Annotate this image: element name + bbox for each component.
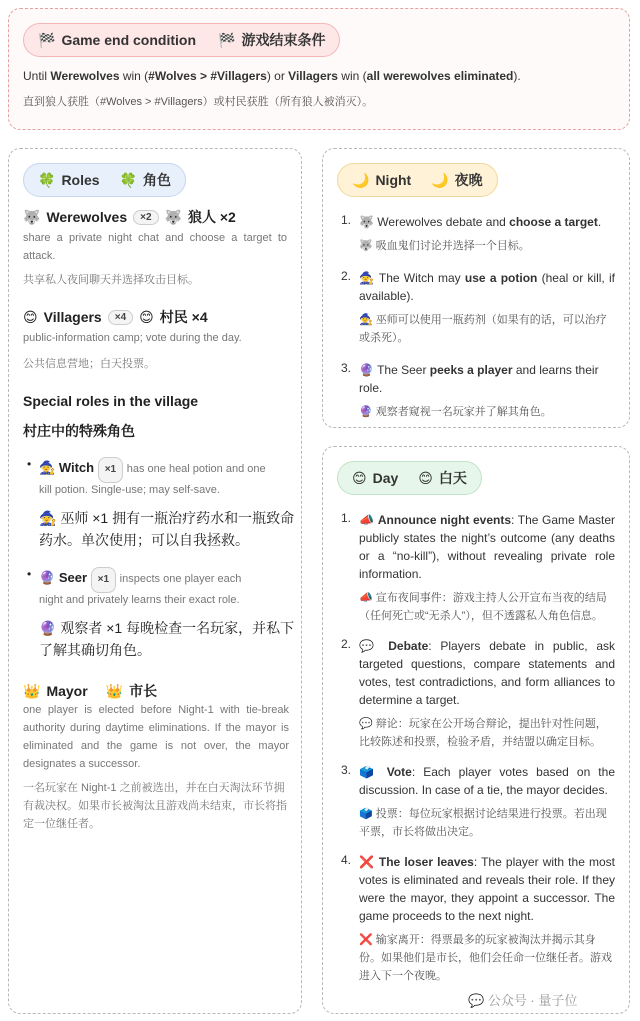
roles-card [8, 148, 302, 1014]
crystal-ball-icon: 🔮 [359, 406, 373, 418]
mayor-desc-zh: 一名玩家在 Night-1 之前被选出，并在白天淘汰环节拥有裁决权。如果市长被淘汰且游戏尚未结束，市长将指定一位继任者。 [23, 782, 287, 830]
moon-icon: 🌙 [352, 171, 370, 188]
night-title-zh: 夜晚 [454, 172, 483, 188]
villagers-heading: 😊 Villagers ×4 😊 村民 ×4 [23, 308, 208, 325]
smile-icon: 😊 [418, 469, 433, 486]
witch-icon: 🧙 [359, 271, 375, 285]
witch-icon: 🧙 [39, 510, 57, 526]
witch-desc-zh: 🧙 巫师 ×1 拥有一瓶治疗药水和一瓶致命 药水。单次使用；可以自我拯救。 [39, 510, 295, 548]
game-end-text: Until Werewolves win (#Wolves > #Villagers) or Villagers win (all werewolves eliminated). [23, 69, 521, 83]
speech-bubble-icon: 💬 [359, 718, 373, 730]
megaphone-icon: 📣 [359, 592, 373, 604]
werewolves-desc-zh: 共享私人夜间聊天并选择攻击目标。 [23, 274, 199, 286]
game-end-title-zh: 游戏结束条件 [241, 32, 326, 48]
wolf-icon: 🐺 [164, 208, 182, 225]
special-roles-title-zh: 村庄中的特殊角色 [23, 423, 135, 439]
ballot-box-icon: 🗳️ [359, 765, 379, 779]
wolf-icon: 🐺 [23, 208, 41, 225]
mayor-heading: 👑 Mayor 👑 市长 [23, 682, 158, 699]
crystal-ball-icon: 🔮 [359, 363, 374, 377]
night-card [322, 148, 630, 428]
speech-bubble-icon: 💬 [359, 639, 380, 653]
seer-desc: night and privately learns their exact role. [39, 594, 240, 606]
count-badge: ×1 [98, 457, 123, 483]
clover-icon: 🍀 [38, 171, 56, 188]
day-step: 3. 🗳️ Vote: Each player votes based on the discussion. In case of a tie, the mayor decides. 🗳️ 投票：每位玩家根据讨论结果进行投票。若出现平票，市长将做出决定。 [341, 763, 615, 838]
werewolves-desc: share a private night chat and choose a target to attack. [23, 232, 287, 262]
day-card [322, 446, 630, 1014]
werewolves-heading: 🐺 Werewolves ×2 🐺 狼人 ×2 [23, 208, 236, 225]
night-step: 1. 🐺 Werewolves debate and choose a target. 🐺 吸血鬼们讨论并选择一个目标。 [341, 213, 602, 252]
night-title: Night [375, 172, 412, 188]
seer-desc-zh: 🔮 观察者 ×1 每晚检查一名玩家，并私下 了解其确切角色。 [39, 620, 295, 658]
day-steps [341, 511, 615, 985]
count-badge: ×2 [133, 210, 158, 225]
day-step: 1. 📣 Announce night events: The Game Master publicly states the night’s outcome (any deaths or a “no-kill”), without revealing private role information. 📣 宣布夜间事件：游戏主持人公开宣布当夜的结局（任何死亡或“无杀人”），但不透露私人角色信息。 [341, 511, 615, 622]
crystal-ball-icon: 🔮 [39, 620, 57, 636]
game-end-pill [23, 23, 340, 57]
witch-icon: 🧙 [359, 314, 373, 326]
crown-icon: 👑 [105, 682, 124, 699]
crown-icon: 👑 [23, 682, 41, 699]
night-pill [337, 163, 498, 197]
bullet-dot: • [27, 457, 32, 471]
count-badge: ×4 [108, 310, 133, 325]
day-title-zh: 白天 [438, 470, 467, 486]
day-pill [337, 461, 482, 495]
night-step: 2. 🧙 The Witch may use a potion (heal or kill, if available). 🧙 巫师可以使用一瓶药剂（如果有的话，可以治疗或杀死）。 [341, 269, 615, 344]
witch-desc: kill potion. Single-use; may self-save. [39, 484, 220, 496]
smile-icon: 😊 [352, 469, 367, 486]
smile-icon: 😊 [139, 308, 154, 325]
clover-icon: 🍀 [119, 171, 137, 188]
mayor-desc: one player is elected before Night-1 with tie-break authority during daytime eliminations. If the mayor is eliminated and the game is not over, the mayor designates a successor. [23, 704, 289, 770]
witch-icon: 🧙 [39, 460, 56, 475]
game-end-title: Game end condition [61, 32, 197, 48]
day-title: Day [372, 470, 399, 486]
game-end-text-zh: 直到狼人获胜（#Wolves > #Villagers）或村民获胜（所有狼人被消灭）。 [23, 96, 374, 108]
bullet-dot: • [27, 567, 32, 581]
day-step: 2. 💬 Debate: Players debate in public, ask targeted questions, compare statements and votes, test contradictions, and form alliances to determine a target. 💬 辩论：玩家在公开场合辩论，提出针对性问题，比较陈述和投票，检验矛盾，并结盟以确定目标。 [341, 637, 616, 748]
night-step: 3. 🔮 The Seer peeks a player and learns their role. 🔮 观察者窥视一名玩家并了解其角色。 [341, 361, 599, 418]
wechat-icon: 💬 [468, 993, 485, 1008]
villagers-desc-zh: 公共信息营地；白天投票。 [23, 358, 155, 370]
roles-title: Roles [61, 172, 100, 188]
special-roles-title: Special roles in the village [23, 393, 199, 409]
count-badge: ×1 [91, 567, 116, 593]
cross-mark-icon: ❌ [359, 855, 375, 869]
smile-icon: 😊 [23, 308, 38, 325]
witch-item: 🧙 Witch ×1 has one heal potion and one [39, 457, 289, 483]
cross-mark-icon: ❌ [359, 934, 373, 946]
checkered-flag-icon: 🏁 [218, 31, 236, 48]
game-end-card [8, 8, 630, 130]
villagers-desc: public-information camp; vote during the day. [23, 332, 242, 344]
roles-title-zh: 角色 [143, 172, 171, 188]
ballot-box-icon: 🗳️ [359, 808, 373, 820]
seer-item: 🔮 Seer ×1 inspects one player each [39, 567, 289, 593]
moon-icon: 🌙 [431, 171, 449, 188]
night-steps [341, 213, 615, 421]
wolf-icon: 🐺 [359, 215, 374, 229]
wolf-icon: 🐺 [359, 240, 373, 252]
day-step: 4. ❌ The loser leaves: The player with the most votes is eliminated and reveals their role. If they were the mayor, they appoint a successor. The game proceeds to the next night. ❌ 输家离开：得票最多的玩家被淘汰并揭示其身份。如果他们是市长，他们会任命一位继任者。游戏进入下一个夜晚。 [341, 853, 615, 982]
checkered-flag-icon: 🏁 [38, 31, 56, 48]
crystal-ball-icon: 🔮 [39, 570, 56, 585]
megaphone-icon: 📣 [359, 513, 375, 527]
watermark: 💬 公众号 · 量子位 [468, 993, 578, 1008]
roles-pill [23, 163, 186, 197]
